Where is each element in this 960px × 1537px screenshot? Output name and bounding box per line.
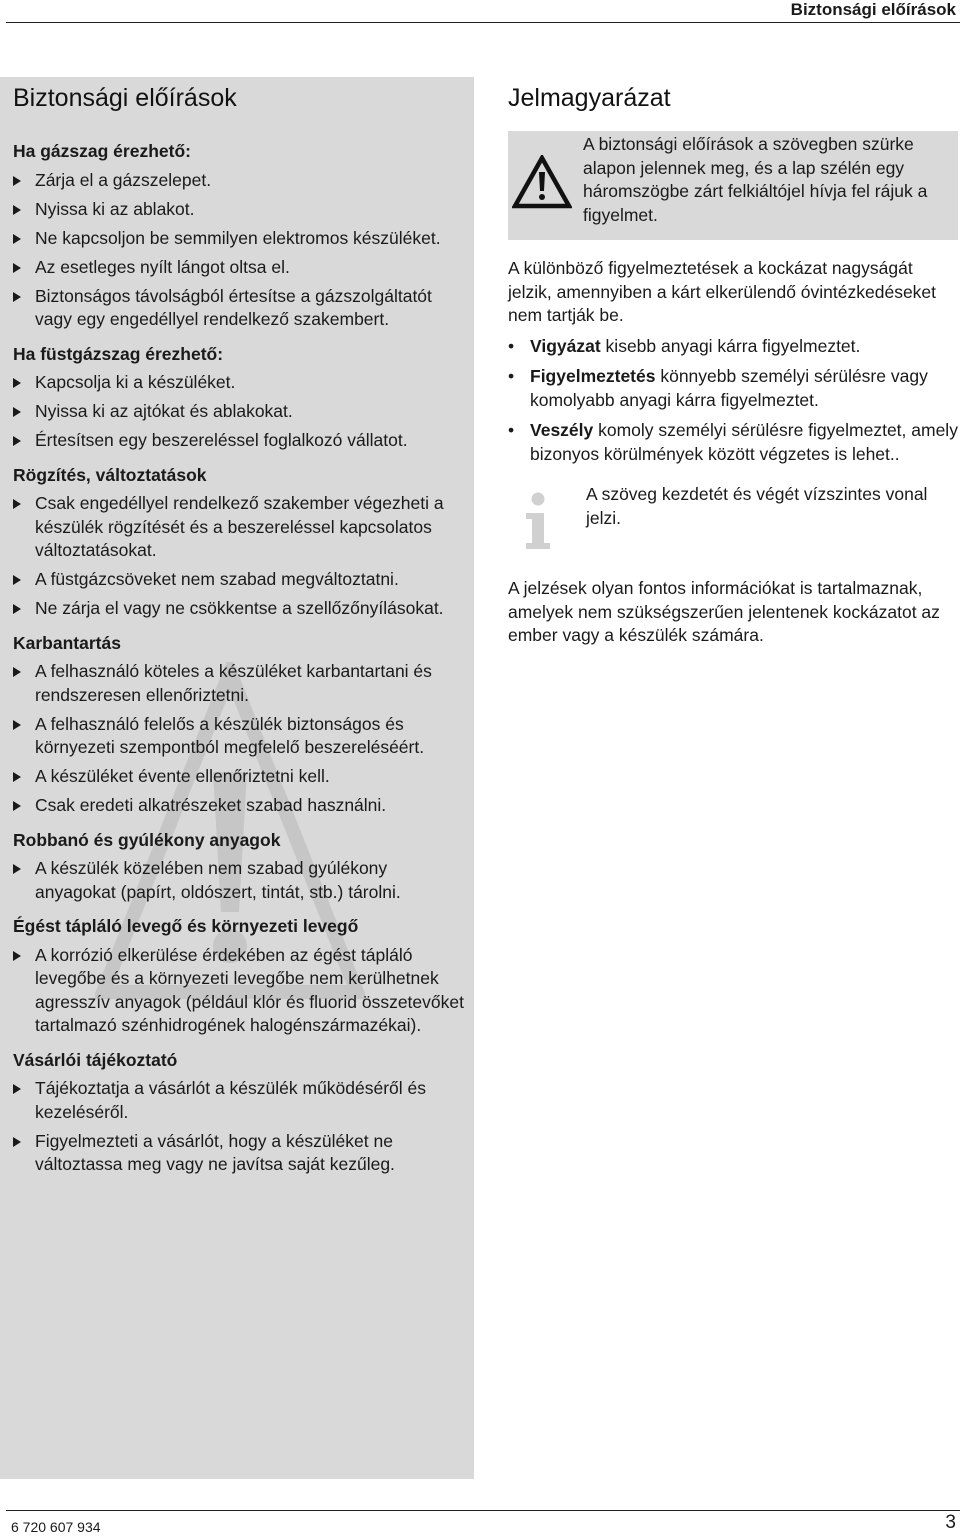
info-legend-text: A szöveg kezdetét és végét vízszintes vonal jelzi.	[586, 484, 928, 528]
warning-legend-box	[508, 131, 958, 240]
running-header: Biztonsági előírások	[790, 0, 956, 19]
triangle-bullet-icon	[13, 176, 21, 186]
warning-levels-list	[508, 335, 958, 467]
list-item	[13, 1130, 468, 1177]
warning-level-item	[508, 335, 958, 359]
info-icon	[508, 491, 568, 551]
list-item-text: Nyissa ki az ajtókat és ablakokat.	[35, 401, 293, 421]
list-item	[13, 765, 468, 789]
triangle-bullet-icon	[13, 575, 21, 585]
warning-level-desc: komoly személyi sérülésre figyelmeztet, amely bizonyos körülmények között végzetes is lehet..	[530, 420, 958, 464]
warning-level-term: Veszély	[530, 420, 594, 440]
triangle-bullet-icon	[13, 378, 21, 388]
warning-triangle-icon	[512, 155, 572, 209]
legend-title: Jelmagyarázat	[508, 84, 671, 112]
list-item-text: Ne kapcsoljon be semmilyen elektromos készüléket.	[35, 227, 441, 248]
list-item-text: A korrózió elkerülése érdekében az égést tápláló levegőbe és a környezeti levegőbe nem kerülhetnek agresszív anyagok (például klór és fluorid összetevőket tartalmazó szénhidrogének halogénszármazékai).	[35, 944, 464, 1035]
list-item	[13, 492, 468, 563]
list-item	[13, 857, 468, 904]
list-item-text: Csak engedéllyel rendelkező szakember végezheti a készülék rögzítését és a beszereléssel kapcsolatos változtatásokat.	[35, 493, 444, 560]
triangle-bullet-icon	[13, 772, 21, 782]
instruction-list	[13, 169, 468, 332]
list-item-text: A füstgázcsöveket nem szabad megváltoztatni.	[35, 569, 399, 589]
triangle-bullet-icon	[13, 234, 21, 244]
section-heading: Rögzítés, változtatások	[13, 464, 207, 485]
footer-divider	[6, 1510, 960, 1511]
safety-content	[13, 77, 468, 1177]
section-heading: Karbantartás	[13, 632, 121, 653]
triangle-bullet-icon	[13, 801, 21, 811]
header-divider	[6, 22, 960, 23]
list-item	[13, 660, 468, 707]
triangle-bullet-icon	[13, 864, 21, 874]
list-item-text: Értesítsen egy beszereléssel foglalkozó vállatot.	[35, 430, 408, 450]
instruction-list	[13, 660, 468, 818]
triangle-bullet-icon	[13, 499, 21, 509]
list-item-text: Figyelmezteti a vásárlót, hogy a készüléket ne változtassa meg vagy ne javítsa saját kezűleg.	[35, 1130, 395, 1174]
instruction-list	[13, 371, 468, 453]
info-legend	[508, 483, 958, 561]
legend-intro: A különböző figyelmeztetések a kockázat nagyságát jelzik, amennyiben a kárt elkerülendő óvintézkedéseket nem tartják be.	[508, 258, 937, 325]
list-item	[13, 597, 468, 621]
list-item	[13, 169, 468, 193]
list-item-text: Kapcsolja ki a készüléket.	[35, 372, 236, 392]
list-item-text: A felhasználó felelős a készülék biztonságos és környezeti szempontból megfelelő beszereléséért.	[35, 713, 425, 757]
triangle-bullet-icon	[13, 1084, 21, 1094]
list-item	[13, 256, 468, 280]
triangle-bullet-icon	[13, 1137, 21, 1147]
triangle-bullet-icon	[13, 667, 21, 677]
list-item-text: Tájékoztatja a vásárlót a készülék működéséről és kezeléséről.	[35, 1078, 427, 1122]
page-number: 3	[945, 1512, 956, 1533]
triangle-bullet-icon	[13, 263, 21, 273]
info-paragraph: A jelzések olyan fontos információkat is tartalmaznak, amelyek nem szükségszerűen jelentenek kockázatot az ember vagy a készülék számára.	[508, 578, 940, 645]
section-heading: Ha gázszag érezhető:	[13, 141, 191, 161]
warning-level-desc: könnyebb személyi sérülésre vagy komolyabb anyagi kárra figyelmeztet.	[530, 366, 928, 410]
list-item	[13, 429, 468, 453]
warning-level-term: Vigyázat	[530, 335, 601, 356]
triangle-bullet-icon	[13, 436, 21, 446]
document-number: 6 720 607 934	[11, 1519, 101, 1535]
list-item-text: A készüléket évente ellenőriztetni kell.	[35, 766, 330, 786]
warning-level-term: Figyelmeztetés	[530, 366, 656, 386]
list-item	[13, 198, 468, 222]
list-item	[13, 400, 468, 424]
warning-level-desc: kisebb anyagi kárra figyelmeztet.	[600, 335, 861, 356]
list-item	[13, 713, 468, 760]
list-item	[13, 285, 468, 332]
list-item-text: Zárja el a gázszelepet.	[35, 169, 212, 190]
list-item	[13, 568, 468, 592]
list-item	[13, 944, 468, 1038]
instruction-list	[13, 944, 468, 1038]
triangle-bullet-icon	[13, 720, 21, 730]
instruction-list	[13, 1077, 468, 1177]
section-heading: Ha füstgázszag érezhető:	[13, 343, 224, 364]
list-item	[13, 227, 468, 251]
list-item-text: Nyissa ki az ablakot.	[35, 198, 195, 219]
warning-level-item	[508, 365, 958, 412]
section-heading: Robbanó és gyúlékony anyagok	[13, 829, 281, 850]
list-item-text: Biztonságos távolságból értesítse a gázszolgáltatót vagy egy engedéllyel rendelkező szakembert.	[35, 285, 432, 329]
list-item-text: Csak eredeti alkatrészeket szabad használni.	[35, 795, 387, 815]
safety-panel	[0, 77, 474, 1479]
instruction-list	[13, 492, 468, 621]
triangle-bullet-icon	[13, 407, 21, 417]
list-item	[13, 794, 468, 818]
triangle-bullet-icon	[13, 292, 21, 302]
warning-legend-text: A biztonsági előírások a szövegben szürke alapon jelennek meg, és a lap szélén egy háromszögbe zárt felkiáltójel hívja fel rájuk a figyelmet.	[583, 134, 928, 225]
list-item-text: Ne zárja el vagy ne csökkentse a szellőzőnyílásokat.	[35, 598, 444, 618]
section-heading: Égést tápláló levegő és környezeti levegő	[13, 916, 359, 936]
instruction-list	[13, 857, 468, 904]
triangle-bullet-icon	[13, 205, 21, 215]
legend-column	[508, 77, 958, 648]
page-title: Biztonsági előírások	[13, 84, 237, 112]
list-item-text: A felhasználó köteles a készüléket karbantartani és rendszeresen ellenőriztetni.	[35, 661, 432, 705]
list-item	[13, 1077, 468, 1124]
warning-level-item	[508, 419, 958, 466]
list-item	[13, 371, 468, 395]
list-item-text: A készülék közelében nem szabad gyúlékony anyagokat (papírt, oldószert, tintát, stb.) tárolni.	[35, 858, 401, 902]
list-item-text: Az esetleges nyílt lángot oltsa el.	[35, 256, 290, 277]
section-heading: Vásárlói tájékoztató	[13, 1049, 178, 1070]
triangle-bullet-icon	[13, 604, 21, 614]
triangle-bullet-icon	[13, 951, 21, 961]
